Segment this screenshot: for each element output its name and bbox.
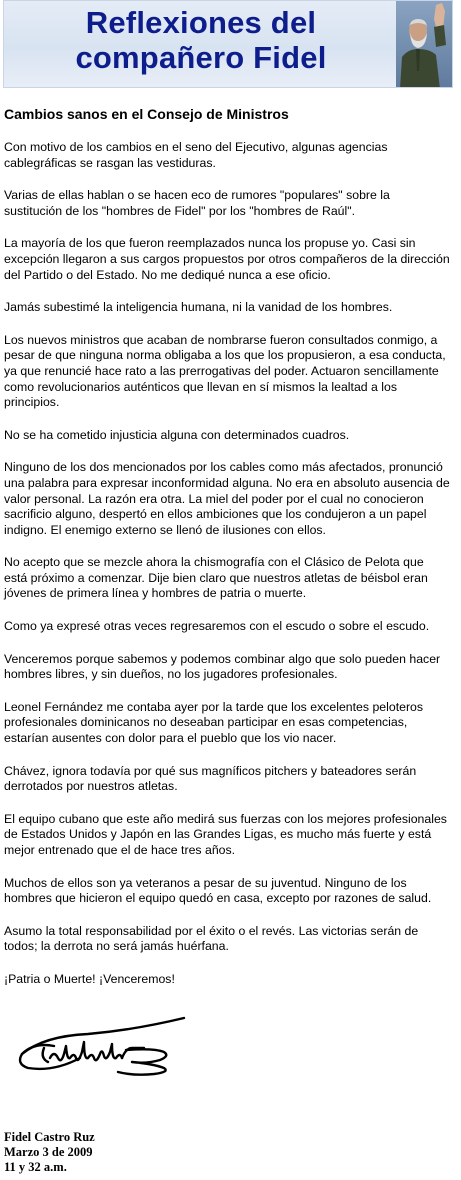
banner-title-line-1: Reflexiones del: [85, 5, 317, 40]
paragraph: Como ya expresé otras veces regresaremos con el escudo o sobre el escudo.: [4, 619, 430, 634]
paragraph: Venceremos porque sabemos y podemos combinar algo que solo pueden hacer hombres libres, y sin dueños, no los jugadores profesionales.: [4, 651, 441, 682]
header-banner: [3, 0, 453, 88]
paragraph: Los nuevos ministros que acaban de nombrarse fueron consultados conmigo, a pesar de que ninguna norma obligaba a los que los propusieron, a esa conducta, ya que renuncié hace rato a las prerrogativas del poder. Actuaron sencillamente como revolucionarios auténticos que llevan en sí mismos la lealtad a los principios.: [4, 332, 446, 410]
paragraph: Con motivo de los cambios en el seno del Ejecutivo, algunas agencias cablegráficas se rasgan las vestiduras.: [4, 140, 388, 170]
paragraph: Varias de ellas hablan o se hacen eco de rumores "populares" sobre la sustitución de los "hombres de Fidel" por los "hombres de Raúl".: [4, 188, 390, 218]
paragraph: Jamás subestimé la inteligencia humana, ni la vanidad de los hombres.: [4, 300, 393, 315]
paragraph: La mayoría de los que fueron reemplazados nunca los propuse yo. Casi sin excepción llegaron a sus cargos propuestos por otros compañeros de la dirección del Partido o del Estado. No me dediqué nunca a ese oficio.: [4, 236, 450, 282]
fidel-waving-photo-icon: [396, 1, 452, 88]
paragraph: Ninguno de los dos mencionados por los cables como más afectados, pronunció una palabra para expresar inconformidad alguna. No era en absoluto ausencia de valor personal. La razón era otra. La miel del poder por el cual no conocieron sacrificio alguno, despertó en ellos ambiciones que los condujeron a un papel indigno. El enemigo externo se llenó de ilusiones con ellos.: [4, 460, 450, 537]
paragraph: No se ha cometido injusticia alguna con determinados cuadros.: [4, 427, 350, 442]
banner-title-line-2: compañero Fidel: [75, 40, 327, 75]
paragraph: Muchos de ellos son ya veteranos a pesar de su juventud. Ninguno de los hombres que hicieron el equipo quedó en casa, excepto por razones de salud.: [4, 875, 432, 906]
paragraph: No acepto que se mezcle ahora la chismografía con el Clásico de Pelota que está próximo a comenzar. Dije bien claro que nuestros atletas de béisbol eran jóvenes de primera línea y hombres de patria o muerte.: [4, 555, 428, 601]
banner-title: [4, 5, 398, 75]
handwritten-signature-icon: [14, 1012, 190, 1082]
author-name: Fidel Castro Ruz: [4, 1130, 95, 1144]
paragraph: Chávez, ignora todavía por qué sus magníficos pitchers y bateadores serán derrotados por nuestros atletas.: [4, 763, 417, 794]
article-footer: [4, 1130, 95, 1175]
article-title: Cambios sanos en el Consejo de Ministros: [4, 106, 289, 122]
paragraph: Leonel Fernández me contaba ayer por la tarde que los excelentes peloteros profesionales dominicanos no deseaban participar en esas competencias, estarían ausentes con dolor para el pueblo que los vio nacer.: [4, 699, 424, 746]
closing-slogan: ¡Patria o Muerte! ¡Venceremos!: [4, 971, 175, 986]
article-body: [4, 140, 450, 1005]
paragraph: El equipo cubano que este año medirá sus fuerzas con los mejores profesionales de Estados Unidos y Japón en las Grandes Ligas, es mucho más fuerte y está mejor entrenado que el de hace tres años.: [4, 811, 447, 857]
publication-date: Marzo 3 de 2009: [4, 1145, 93, 1159]
publication-time: 11 y 32 a.m.: [4, 1160, 67, 1174]
paragraph: Asumo la total responsabilidad por el éxito o el revés. Las victorias serán de todos; la derrota no será jamás huérfana.: [4, 923, 419, 954]
